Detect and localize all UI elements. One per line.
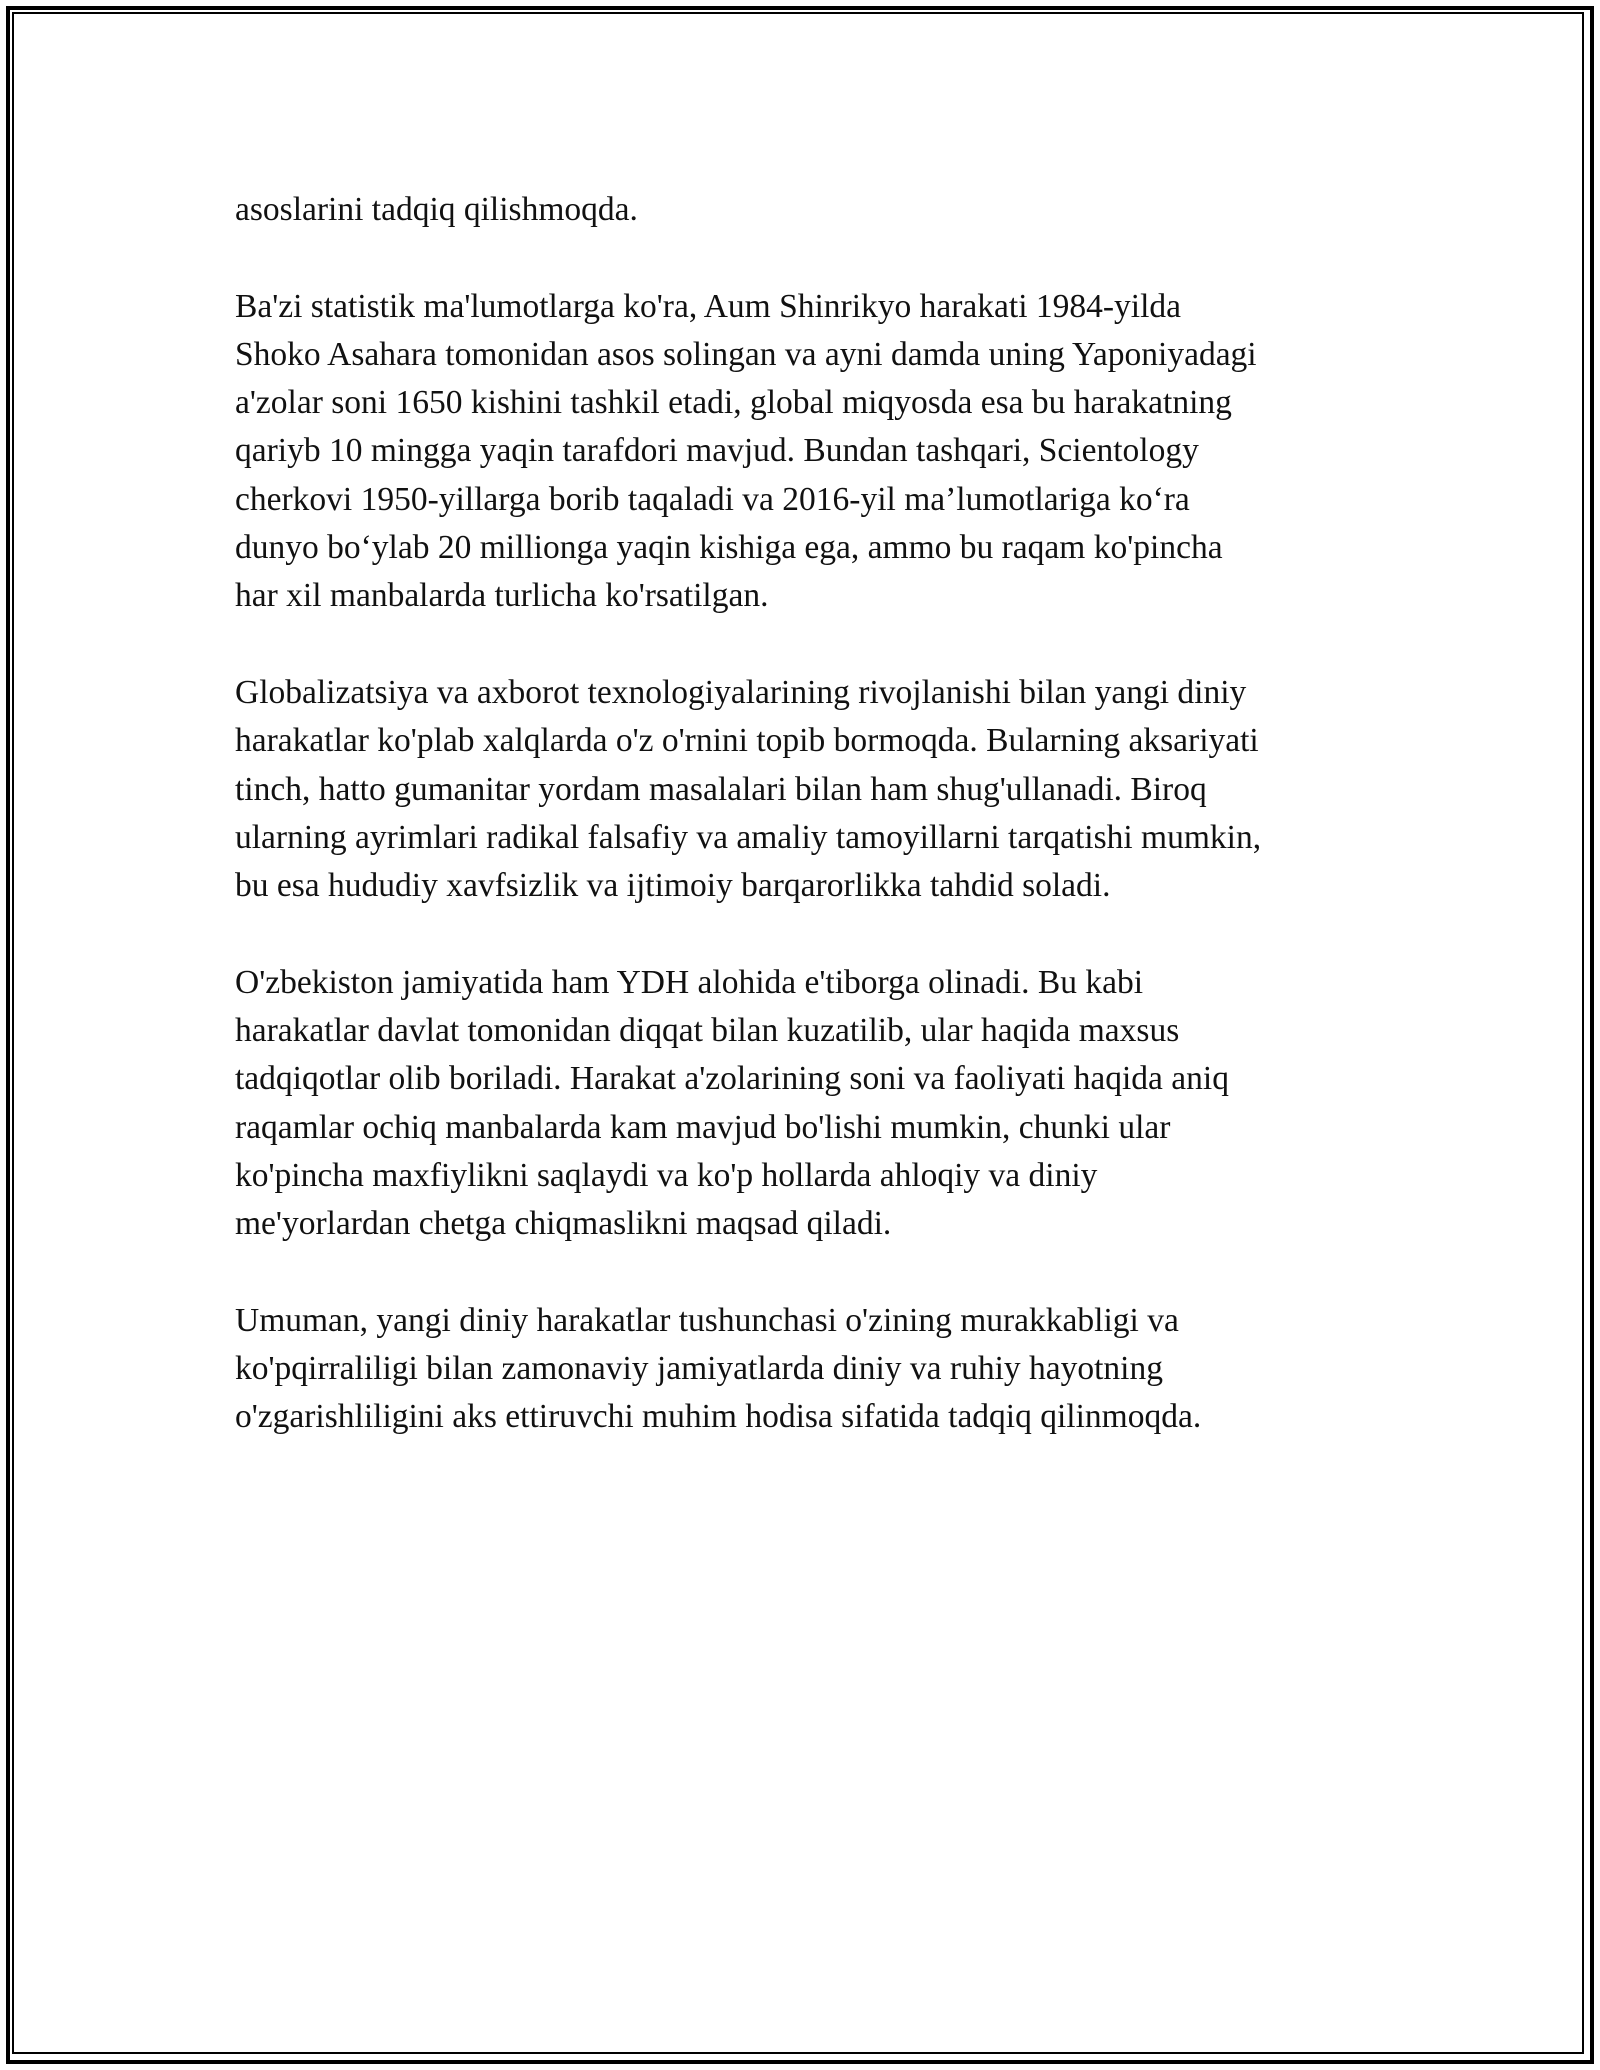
paragraph-5 xyxy=(235,1297,1415,1442)
text-line: a'zolar soni 1650 kishini tashkil etadi, global miqyosda esa bu harakatning xyxy=(235,384,1232,422)
text-line: cherkovi 1950-yillarga borib taqaladi va 2016-yil ma’lumotlariga ko‘ra xyxy=(235,480,1190,518)
text-line: me'yorlardan chetga chiqmaslikni maqsad qiladi. xyxy=(235,1205,892,1243)
text-line: asoslarini tadqiq qilishmoqda. xyxy=(235,191,638,228)
text-line: dunyo bo‘ylab 20 millionga yaqin kishiga ega, ammo bu raqam ko'pincha xyxy=(235,529,1223,567)
text-line: Ba'zi statistik ma'lumotlarga ko'ra, Aum Shinrikyo harakati 1984-yilda xyxy=(235,287,1182,325)
text-line: tinch, hatto gumanitar yordam masalalari bilan ham shug'ullanadi. Biroq xyxy=(235,770,1207,808)
text-line: har xil manbalarda turlicha ko'rsatilgan. xyxy=(235,577,769,615)
text-line: bu esa hududiy xavfsizlik va ijtimoiy barqarorlikka tahdid soladi. xyxy=(235,867,1111,905)
text-line: qariyb 10 mingga yaqin tarafdori mavjud. Bundan tashqari, Scientology xyxy=(235,432,1199,470)
text-line: harakatlar ko'plab xalqlarda o'z o'rnini topib bormoqda. Bularning aksariyati xyxy=(235,722,1259,760)
paragraph-4 xyxy=(235,959,1415,1249)
paragraph-1 xyxy=(235,186,1415,234)
text-line: ko'pincha maxfiylikni saqlaydi va ko'p hollarda ahloqiy va diniy xyxy=(235,1156,1098,1194)
paragraph-3 xyxy=(235,669,1415,910)
document-body xyxy=(235,186,1415,1490)
text-line: tadqiqotlar olib boriladi. Harakat a'zolarining soni va faoliyati haqida aniq xyxy=(235,1060,1229,1098)
text-line: Globalizatsiya va axborot texnologiyalarining rivojlanishi bilan yangi diniy xyxy=(235,673,1247,711)
text-line: O'zbekiston jamiyatida ham YDH alohida e'tiborga olinadi. Bu kabi xyxy=(235,963,1144,1001)
text-line: raqamlar ochiq manbalarda kam mavjud bo'lishi mumkin, chunki ular xyxy=(235,1108,1171,1146)
text-line: ularning ayrimlari radikal falsafiy va amaliy tamoyillarni tarqatishi mumkin, xyxy=(235,818,1262,856)
text-line: Umuman, yangi diniy harakatlar tushunchasi o'zining murakkabligi va xyxy=(235,1301,1179,1339)
text-line: Shoko Asahara tomonidan asos solingan va ayni damda uning Yaponiyadagi xyxy=(235,335,1257,373)
text-line: o'zgarishliligini aks ettiruvchi muhim hodisa sifatida tadqiq qilinmoqda. xyxy=(235,1398,1202,1436)
text-line: harakatlar davlat tomonidan diqqat bilan kuzatilib, ular haqida maxsus xyxy=(235,1012,1180,1050)
paragraph-2 xyxy=(235,283,1415,621)
text-line: ko'pqirraliligi bilan zamonaviy jamiyatlarda diniy va ruhiy hayotning xyxy=(235,1350,1163,1388)
